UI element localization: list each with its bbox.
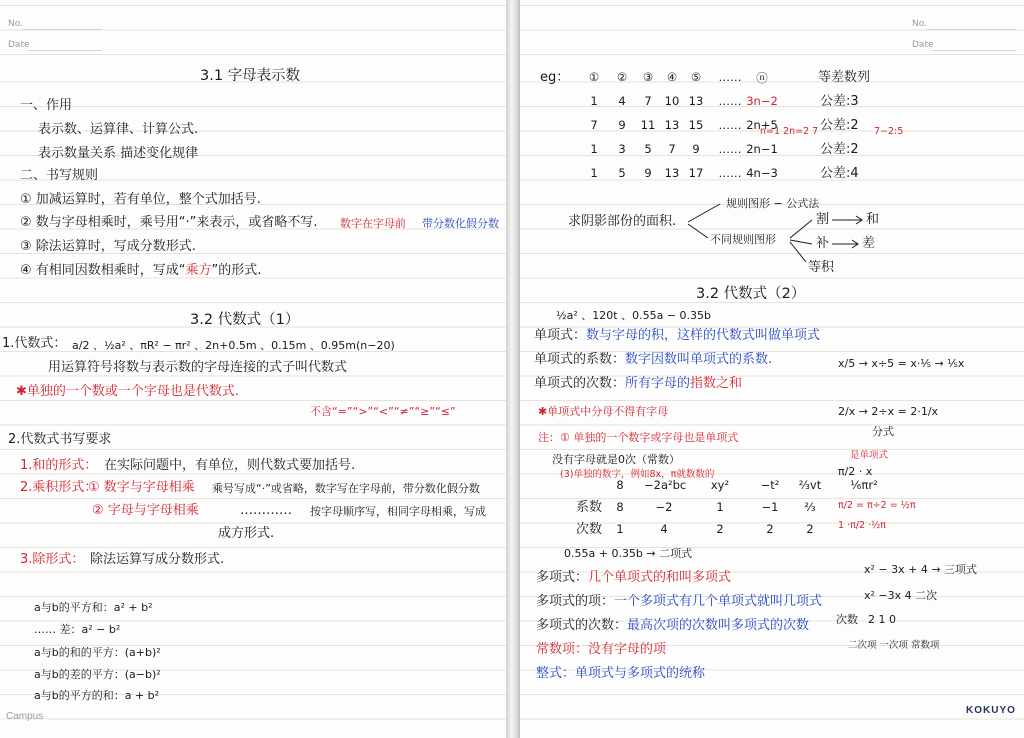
seq-header: ③ bbox=[642, 70, 654, 84]
area-add: 补 bbox=[816, 236, 830, 251]
seq-diff: 公差:2 bbox=[820, 118, 859, 133]
side-red-note: 是单项式 bbox=[850, 450, 889, 461]
campus-logo: Campus bbox=[6, 711, 44, 722]
example-label: 1.代数式： bbox=[2, 336, 67, 351]
seq-value: 11 bbox=[640, 118, 656, 132]
side-note: 分式 bbox=[872, 425, 894, 438]
seq-header: ① bbox=[588, 70, 600, 84]
seq-value: 7 bbox=[590, 118, 598, 132]
rule-text: 成方形式. bbox=[218, 526, 275, 541]
poly-side: x² − 3x + 4 → 三项式 bbox=[864, 563, 978, 576]
rule-text: 按字母顺序写，相同字母相乘，写成 bbox=[310, 505, 486, 518]
definition: 用运算符号将数与表示数的字母连接的式子叫代数式 bbox=[48, 360, 348, 375]
seq-value: 5 bbox=[644, 142, 652, 156]
rule-text: 除法运算写成分数形式. bbox=[90, 552, 225, 567]
note-line: 没有字母就是0次（常数） bbox=[552, 453, 680, 466]
def-line: 单项式的系数：数字因数叫单项式的系数. bbox=[534, 352, 773, 367]
note-line: 表示数、运算律、计算公式. bbox=[38, 122, 199, 137]
red-note-small: (3)单独的数字，例如8x，π就数数的 bbox=[560, 469, 715, 480]
red-note: 注：① 单独的一个数字或字母也是单项式 bbox=[538, 431, 739, 444]
seq-dots: …… bbox=[718, 166, 742, 180]
example-line: ½a² 、120t 、0.55a − 0.35b bbox=[556, 309, 712, 322]
seq-dots: …… bbox=[718, 94, 742, 108]
nth-note: 7−2:5 bbox=[874, 126, 904, 137]
seq-diff: 公差:2 bbox=[820, 142, 859, 157]
section-title: 3.2 代数式（1） bbox=[190, 312, 300, 328]
side-note: π/2 · x bbox=[838, 465, 873, 478]
example-line: a与b的和的平方：(a+b)² bbox=[34, 646, 161, 659]
seq-value: 9 bbox=[692, 142, 700, 156]
seq-header: ④ bbox=[666, 70, 678, 84]
seq-nth: 3n−2 bbox=[746, 94, 778, 108]
eg-label: eg： bbox=[540, 70, 570, 85]
seq-value: 13 bbox=[664, 166, 680, 180]
seq-value: 5 bbox=[618, 166, 626, 180]
deg-label: 次数 bbox=[576, 522, 603, 537]
notebook-spine bbox=[506, 0, 520, 738]
arith-seq-label: 等差数列 bbox=[818, 70, 871, 85]
example-values: a/2 、½a² 、πR² − πr² 、2n+0.5m 、0.15m 、0.95m(n−20) bbox=[72, 339, 395, 352]
example-line: a与b的平方和：a² + b² bbox=[34, 601, 153, 614]
area-equiv: 等积 bbox=[808, 260, 835, 275]
def-line: 多项式：几个单项式的和叫多项式 bbox=[536, 570, 732, 585]
seq-value: 1 bbox=[590, 94, 598, 108]
mono-example: ⅙πr² bbox=[850, 478, 878, 492]
deg-value: 4 bbox=[660, 522, 668, 536]
poly-side: 2 1 0 bbox=[868, 613, 896, 626]
area-sum: 和 bbox=[866, 212, 880, 227]
page-title: 3.1 字母表示数 bbox=[200, 68, 301, 84]
seq-dots: …… bbox=[718, 142, 742, 156]
seq-header: …… bbox=[718, 70, 742, 84]
seq-nth: 2n+5 bbox=[746, 118, 778, 132]
seq-value: 15 bbox=[688, 118, 704, 132]
nth-note: n=1 2n=2 7 bbox=[760, 126, 819, 137]
area-cut: 割 bbox=[816, 212, 830, 227]
dots: ………… bbox=[240, 503, 292, 518]
red-note: ✱单独的一个数或一个字母也是代数式. bbox=[16, 384, 240, 399]
kokuyo-logo: KOKUYO bbox=[966, 705, 1016, 716]
section-heading: 二、书写规则 bbox=[20, 168, 99, 183]
coef-value: ⅔ bbox=[804, 500, 816, 514]
def-line: 常数项：没有字母的项 bbox=[536, 642, 667, 657]
date-line bbox=[28, 50, 102, 51]
mono-example: 8 bbox=[616, 478, 624, 492]
rule-label: 1.和的形式： bbox=[20, 458, 98, 473]
area-irregular: 不同规则图形 bbox=[710, 233, 776, 246]
no-line bbox=[22, 29, 102, 30]
seq-value: 1 bbox=[590, 166, 598, 180]
no-label: No. bbox=[912, 19, 927, 29]
rule-red-sub: ② 字母与字母相乘 bbox=[92, 503, 199, 518]
rule-text: 在实际问题中，有单位，则代数式要加括号. bbox=[104, 458, 356, 473]
def-line: 单项式的次数：所有字母的指数之和 bbox=[534, 376, 743, 391]
seq-value: 17 bbox=[688, 166, 704, 180]
rule-item: ① 加减运算时，若有单位，整个式加括号. bbox=[20, 192, 261, 207]
rule-label: 2.乘积形式： bbox=[20, 480, 98, 495]
side-red-note: π/2 = π÷2 = ½π bbox=[838, 500, 916, 511]
rule-red-sub: ① 数字与字母相乘 bbox=[88, 480, 195, 495]
date-label: Date bbox=[8, 40, 30, 50]
seq-value: 10 bbox=[664, 94, 680, 108]
area-question: 求阴影部份的面积. bbox=[568, 214, 677, 229]
mono-example: ⅔vt bbox=[798, 478, 822, 492]
seq-header: ⑤ bbox=[690, 70, 702, 84]
def-line: 单项式：数与字母的积，这样的代数式叫做单项式 bbox=[534, 328, 821, 343]
side-note: 2/x → 2÷x = 2·1/x bbox=[838, 405, 939, 418]
mono-example: −2a²bc bbox=[644, 478, 687, 492]
seq-value: 13 bbox=[664, 118, 680, 132]
rule-text: 乘号写成“·”或省略，数字写在字母前，带分数化假分数 bbox=[212, 482, 480, 495]
section-title: 3.2 代数式（2） bbox=[696, 286, 806, 302]
def-line: 多项式的次数：最高次项的次数叫多项式的次数 bbox=[536, 618, 810, 633]
left-page bbox=[0, 0, 507, 738]
section-heading: 2.代数式书写要求 bbox=[8, 432, 112, 447]
seq-value: 9 bbox=[618, 118, 626, 132]
deg-value: 2 bbox=[806, 522, 814, 536]
def-line: 整式：单项式与多项式的统称 bbox=[536, 666, 706, 681]
coef-value: −1 bbox=[761, 500, 779, 514]
note-line: 表示数量关系 描述变化规律 bbox=[38, 146, 199, 161]
coef-label: 系数 bbox=[576, 500, 603, 515]
seq-diff: 公差:3 bbox=[820, 94, 859, 109]
right-page bbox=[520, 0, 1024, 738]
poly-example: 0.55a + 0.35b → 二项式 bbox=[564, 547, 693, 560]
side-red-note: 1 ·π/2 ·½π bbox=[838, 520, 887, 531]
seq-value: 1 bbox=[590, 142, 598, 156]
mono-example: xy² bbox=[710, 478, 730, 492]
deg-value: 2 bbox=[766, 522, 774, 536]
mono-example: −t² bbox=[760, 478, 780, 492]
seq-value: 7 bbox=[644, 94, 652, 108]
deg-value: 1 bbox=[616, 522, 624, 536]
poly-side: x² −3x 4 二次 bbox=[864, 589, 938, 602]
deg-value: 2 bbox=[716, 522, 724, 536]
red-note: ✱单项式中分母不得有字母 bbox=[538, 405, 669, 418]
poly-side-label: 次数 bbox=[836, 613, 858, 626]
poly-side: 二次项 一次项 常数项 bbox=[848, 640, 940, 651]
side-note: x/5 → x÷5 = x·⅕ → ⅕x bbox=[838, 357, 965, 370]
seq-value: 7 bbox=[668, 142, 676, 156]
seq-dots: …… bbox=[718, 118, 742, 132]
rule-blue-note: 带分数化假分数 bbox=[422, 217, 499, 230]
seq-value: 4 bbox=[618, 94, 626, 108]
coef-value: −2 bbox=[655, 500, 673, 514]
seq-header: ② bbox=[616, 70, 628, 84]
coef-value: 8 bbox=[616, 500, 624, 514]
date-label: Date bbox=[912, 40, 934, 50]
no-label: No. bbox=[8, 19, 23, 29]
area-arrows bbox=[520, 0, 1024, 300]
seq-value: 13 bbox=[688, 94, 704, 108]
area-regular: 规则图形 − 公式法 bbox=[726, 197, 820, 210]
red-note-small: 不含“=”“>”“<”“≠”“≥”“≤” bbox=[310, 405, 456, 418]
example-line: …… 差：a² − b² bbox=[34, 623, 121, 636]
example-line: a与b的平方的和：a + b² bbox=[34, 689, 160, 702]
area-diff: 差 bbox=[862, 236, 876, 251]
example-line: a与b的差的平方：(a−b)² bbox=[34, 668, 161, 681]
rule-label: 3.除形式： bbox=[20, 552, 85, 567]
rule-item: ③ 除法运算时，写成分数形式. bbox=[20, 239, 196, 254]
def-line: 多项式的项：一个多项式有几个单项式就叫几项式 bbox=[536, 594, 823, 609]
rule-red-note: 数字在字母前 bbox=[340, 217, 406, 230]
section-heading: 一、作用 bbox=[20, 98, 73, 113]
seq-nth: 2n−1 bbox=[746, 142, 778, 156]
rule-item: ② 数与字母相乘时，乘号用“·”来表示，或省略不写. bbox=[20, 215, 318, 230]
seq-nth: 4n−3 bbox=[746, 166, 778, 180]
rule-item: ④ 有相同因数相乘时，写成“乘方”的形式. bbox=[20, 263, 262, 278]
seq-diff: 公差:4 bbox=[820, 166, 859, 181]
seq-value: 3 bbox=[618, 142, 626, 156]
seq-value: 9 bbox=[644, 166, 652, 180]
coef-value: 1 bbox=[716, 500, 724, 514]
seq-header: ⓝ bbox=[756, 71, 768, 85]
